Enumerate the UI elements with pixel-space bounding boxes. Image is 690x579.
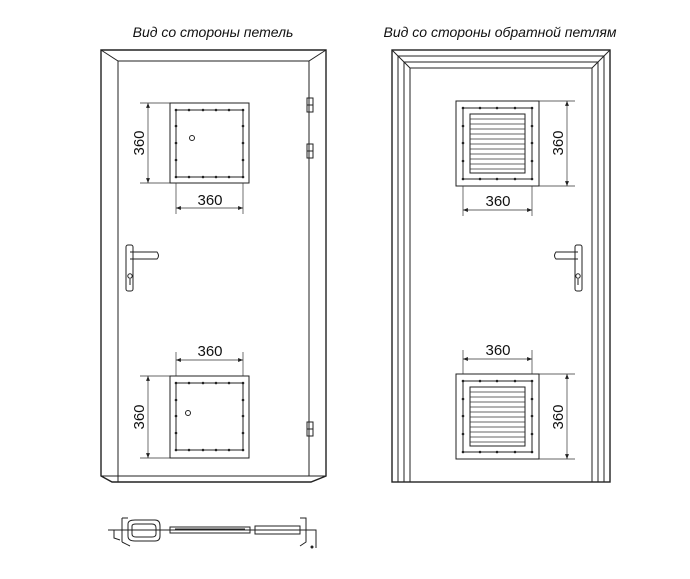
right-bottom-height-label: 360	[550, 404, 567, 430]
left-lower-hatch	[170, 376, 249, 458]
right-door	[392, 50, 610, 482]
left-top-width-dimension	[176, 183, 243, 214]
left-bottom-width-dimension	[176, 343, 243, 376]
left-door-handle	[126, 245, 159, 291]
right-bottom-width-dimension	[463, 342, 532, 374]
door-section-view	[108, 518, 316, 549]
left-bottom-height-dimension	[131, 376, 170, 458]
left-bottom-height-label: 360	[131, 404, 148, 430]
right-top-width-dimension	[463, 186, 532, 216]
right-upper-grille	[456, 101, 539, 186]
hinge-middle	[307, 144, 313, 158]
left-top-height-dimension	[131, 103, 170, 183]
right-door-handle	[555, 245, 583, 291]
right-view-title: Вид со стороны обратной петлям	[383, 24, 617, 40]
left-top-height-label: 360	[131, 130, 148, 156]
right-bottom-height-dimension	[539, 374, 575, 459]
right-top-height-label: 360	[550, 130, 567, 156]
left-upper-hatch	[170, 103, 249, 183]
left-door	[101, 50, 326, 482]
right-bottom-width-label: 360	[485, 342, 511, 359]
right-top-width-label: 360	[485, 193, 511, 210]
hinge-top	[307, 98, 313, 112]
right-top-height-dimension	[539, 101, 575, 186]
left-bottom-width-label: 360	[197, 343, 223, 360]
hinge-bottom	[307, 422, 313, 436]
left-top-width-label: 360	[197, 192, 223, 209]
right-lower-grille	[456, 374, 539, 459]
left-view-title: Вид со стороны петель	[132, 24, 294, 40]
